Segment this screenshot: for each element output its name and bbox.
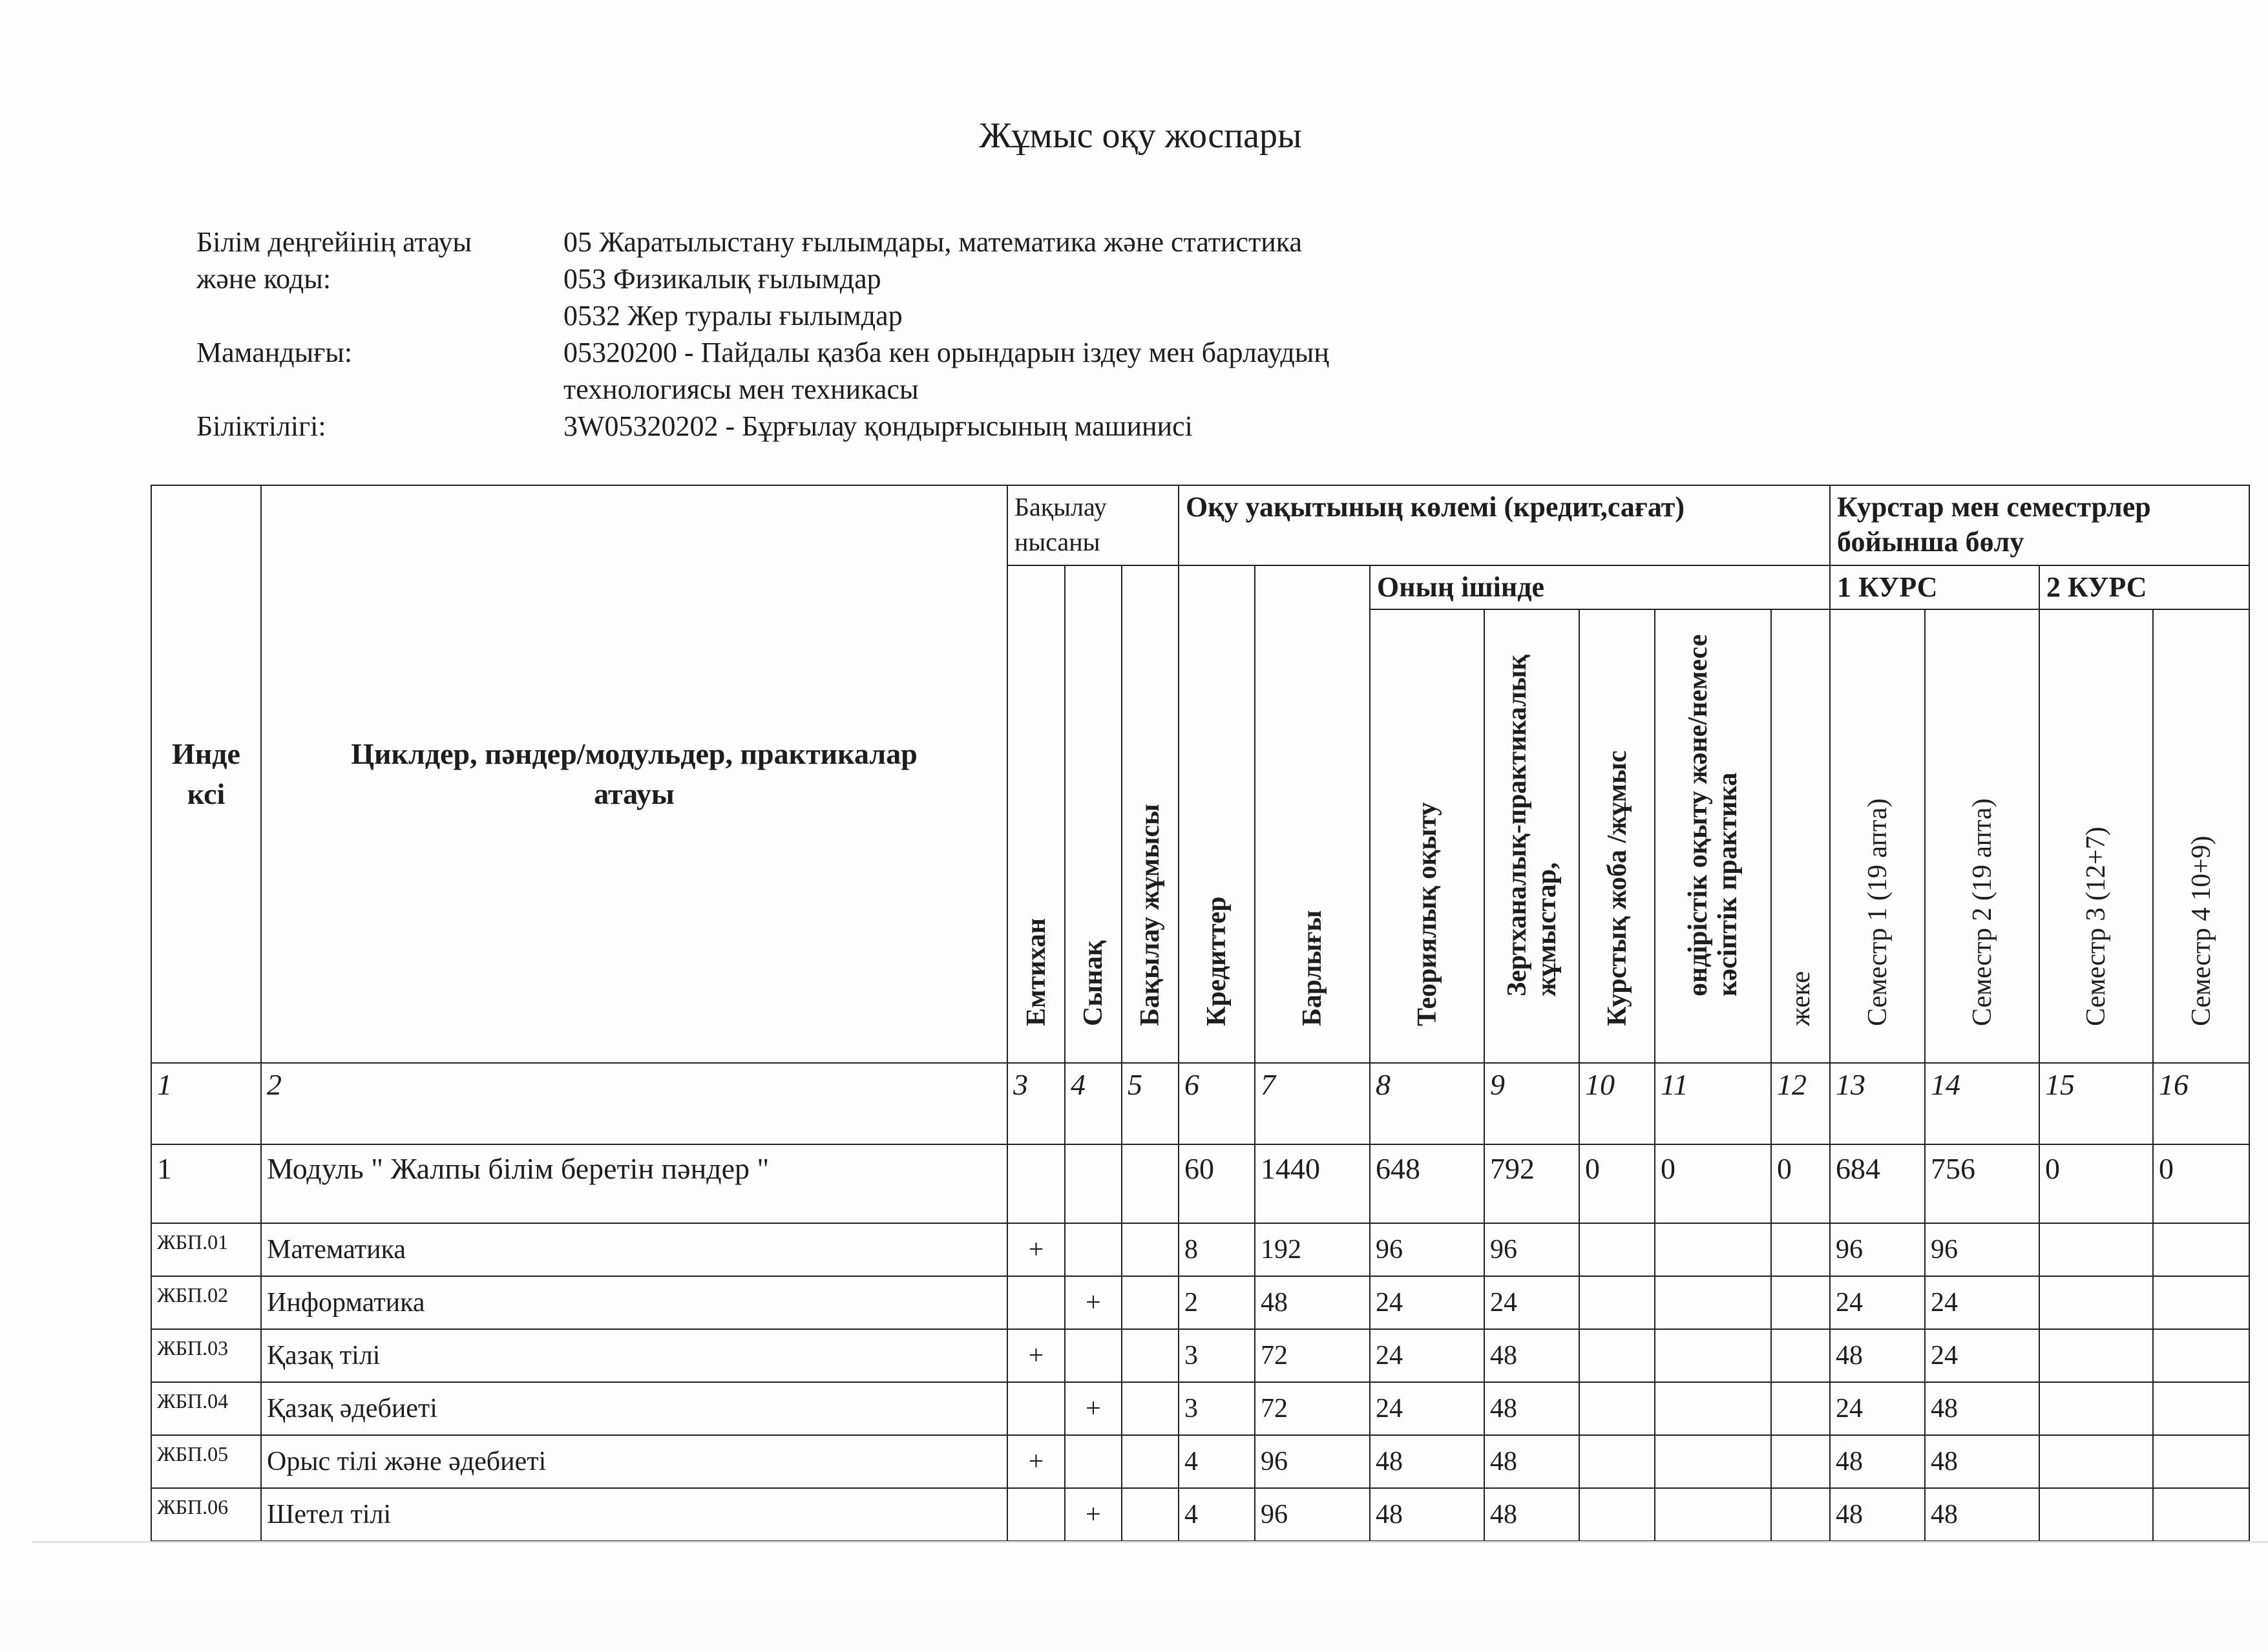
- cell-exam: [1007, 1276, 1065, 1329]
- header-distribution-group: Курстар мен семестрлер бойынша бөлу: [1830, 485, 2249, 565]
- subject-name: Орыс тілі және әдебиеті: [261, 1435, 1007, 1488]
- meta-row: [196, 334, 1329, 371]
- cell-sem1: 48: [1830, 1488, 1925, 1541]
- meta-value: 05 Жаратылыстану ғылымдары, математика және статистика: [563, 226, 1303, 258]
- cell-individual: [1771, 1488, 1830, 1541]
- cell-sem3: [2039, 1382, 2153, 1435]
- cell-total: 192: [1255, 1223, 1370, 1276]
- meta-label: [196, 297, 563, 334]
- curriculum-table: [151, 485, 2250, 1542]
- cell-theory: 648: [1370, 1144, 1484, 1223]
- cell-lab: 48: [1484, 1435, 1579, 1488]
- cell-credits: 8: [1179, 1223, 1255, 1276]
- header-name: Циклдер, пәндер/модульдер, практикалар атауы: [261, 485, 1007, 1063]
- cell-lab: 48: [1484, 1382, 1579, 1435]
- subject-index: ЖБП.01: [151, 1223, 261, 1276]
- document-meta: [196, 224, 1329, 445]
- cell-practice: [1655, 1329, 1771, 1382]
- cell-control-work: [1122, 1276, 1179, 1329]
- cell-lab: 792: [1484, 1144, 1579, 1223]
- cell-individual: 0: [1771, 1144, 1830, 1223]
- header-course-project: Курстық жоба /жұмыс: [1579, 609, 1655, 1063]
- cell-sem2: 96: [1925, 1223, 2039, 1276]
- meta-row: [196, 297, 1329, 334]
- header-course-1: 1 КУРС: [1830, 565, 2039, 609]
- cell-sem1: 24: [1830, 1382, 1925, 1435]
- cell-sem2: 48: [1925, 1488, 2039, 1541]
- cell-test: [1065, 1223, 1122, 1276]
- cell-total: 96: [1255, 1435, 1370, 1488]
- cell-sem1: 24: [1830, 1276, 1925, 1329]
- cell-theory: 24: [1370, 1382, 1484, 1435]
- cell-sem2: 756: [1925, 1144, 2039, 1223]
- cell-exam: [1007, 1144, 1065, 1223]
- cell-exam: +: [1007, 1223, 1065, 1276]
- meta-value: 3W05320202 - Бұрғылау қондырғысының машинисі: [563, 410, 1193, 442]
- cell-sem1: 96: [1830, 1223, 1925, 1276]
- meta-row: [196, 260, 1329, 297]
- cell-credits: 60: [1179, 1144, 1255, 1223]
- cell-course-project: [1579, 1223, 1655, 1276]
- header-theory: Теориялық оқыту: [1370, 609, 1484, 1063]
- subject-name: Информатика: [261, 1276, 1007, 1329]
- cell-practice: 0: [1655, 1144, 1771, 1223]
- col-number: 2: [261, 1063, 1007, 1144]
- cell-sem3: [2039, 1223, 2153, 1276]
- cell-practice: [1655, 1223, 1771, 1276]
- cell-control-work: [1122, 1329, 1179, 1382]
- document-title: Жұмыс оқу жоспары: [979, 116, 1302, 156]
- header-sem2: Семестр 2 (19 апта): [1925, 609, 2039, 1063]
- cell-exam: +: [1007, 1329, 1065, 1382]
- cell-credits: 3: [1179, 1382, 1255, 1435]
- cell-test: +: [1065, 1276, 1122, 1329]
- col-number: 16: [2153, 1063, 2249, 1144]
- cell-theory: 96: [1370, 1223, 1484, 1276]
- cell-sem3: [2039, 1276, 2153, 1329]
- cell-total: 72: [1255, 1382, 1370, 1435]
- cell-lab: 24: [1484, 1276, 1579, 1329]
- header-sem1: Семестр 1 (19 апта): [1830, 609, 1925, 1063]
- col-number: 15: [2039, 1063, 2153, 1144]
- cell-sem4: [2153, 1382, 2249, 1435]
- cell-sem1: 48: [1830, 1435, 1925, 1488]
- cell-control-work: [1122, 1382, 1179, 1435]
- cell-test: +: [1065, 1488, 1122, 1541]
- cell-sem3: [2039, 1488, 2153, 1541]
- cell-course-project: [1579, 1382, 1655, 1435]
- meta-label: Білім деңгейінің атауы: [196, 226, 472, 258]
- header-sem4: Семестр 4 10+9): [2153, 609, 2249, 1063]
- header-control-group: Бақылау нысаны: [1007, 485, 1179, 565]
- table-row: [151, 1223, 2249, 1276]
- meta-row: [196, 408, 1329, 445]
- col-number: 10: [1579, 1063, 1655, 1144]
- subject-index: ЖБП.04: [151, 1382, 261, 1435]
- cell-individual: [1771, 1329, 1830, 1382]
- col-number: 6: [1179, 1063, 1255, 1144]
- header-row-1: [151, 485, 2249, 565]
- cell-individual: [1771, 1382, 1830, 1435]
- cell-credits: 4: [1179, 1488, 1255, 1541]
- cell-control-work: [1122, 1435, 1179, 1488]
- meta-label: Біліктілігі:: [196, 410, 326, 442]
- cell-sem4: [2153, 1488, 2249, 1541]
- col-number: 9: [1484, 1063, 1579, 1144]
- subject-rows: [151, 1223, 2249, 1541]
- subject-name: Математика: [261, 1223, 1007, 1276]
- col-number: 1: [151, 1063, 261, 1144]
- cell-total: 1440: [1255, 1144, 1370, 1223]
- table-row: [151, 1329, 2249, 1382]
- cell-exam: [1007, 1382, 1065, 1435]
- meta-value: 0532 Жер туралы ғылымдар: [563, 300, 903, 331]
- header-exam: Емтихан: [1007, 565, 1065, 1063]
- col-number: 7: [1255, 1063, 1370, 1144]
- cell-practice: [1655, 1435, 1771, 1488]
- header-course-2: 2 КУРС: [2039, 565, 2249, 609]
- col-number: 11: [1655, 1063, 1771, 1144]
- meta-label: Мамандығы:: [196, 337, 353, 368]
- cell-theory: 48: [1370, 1435, 1484, 1488]
- cell-test: [1065, 1435, 1122, 1488]
- col-number: 13: [1830, 1063, 1925, 1144]
- col-number: 14: [1925, 1063, 2039, 1144]
- cell-theory: 48: [1370, 1488, 1484, 1541]
- cell-total: 96: [1255, 1488, 1370, 1541]
- meta-row: [196, 224, 1329, 260]
- cell-lab: 48: [1484, 1329, 1579, 1382]
- cell-lab: 48: [1484, 1488, 1579, 1541]
- cell-sem3: 0: [2039, 1144, 2153, 1223]
- subject-index: ЖБП.05: [151, 1435, 261, 1488]
- table-row: [151, 1276, 2249, 1329]
- cell-individual: [1771, 1223, 1830, 1276]
- cell-sem1: 48: [1830, 1329, 1925, 1382]
- cell-exam: +: [1007, 1435, 1065, 1488]
- cell-test: [1065, 1329, 1122, 1382]
- meta-label: [196, 371, 563, 408]
- header-test: Сынақ: [1065, 565, 1122, 1063]
- cell-practice: [1655, 1382, 1771, 1435]
- col-number: 4: [1065, 1063, 1122, 1144]
- cell-sem3: [2039, 1435, 2153, 1488]
- module-name: Модуль " Жалпы білім беретін пәндер ": [261, 1144, 1007, 1223]
- cell-lab: 96: [1484, 1223, 1579, 1276]
- module-row: [151, 1144, 2249, 1223]
- col-number: 12: [1771, 1063, 1830, 1144]
- cell-sem2: 48: [1925, 1435, 2039, 1488]
- cell-practice: [1655, 1488, 1771, 1541]
- header-including: Оның ішінде: [1370, 565, 1830, 609]
- cell-total: 72: [1255, 1329, 1370, 1382]
- meta-value: технологиясы мен техникасы: [563, 373, 919, 405]
- cell-test: [1065, 1144, 1122, 1223]
- subject-name: Қазақ әдебиеті: [261, 1382, 1007, 1435]
- cell-course-project: [1579, 1329, 1655, 1382]
- cell-course-project: [1579, 1276, 1655, 1329]
- col-number: 8: [1370, 1063, 1484, 1144]
- meta-value: 053 Физикалық ғылымдар: [563, 263, 881, 295]
- header-index: Инде ксі: [151, 485, 261, 1063]
- meta-value: 05320200 - Пайдалы қазба кен орындарын іздеу мен барлаудың: [563, 337, 1329, 368]
- cell-individual: [1771, 1276, 1830, 1329]
- cell-control-work: [1122, 1223, 1179, 1276]
- cell-total: 48: [1255, 1276, 1370, 1329]
- header-individual: жеке: [1771, 609, 1830, 1063]
- cell-credits: 4: [1179, 1435, 1255, 1488]
- cell-sem4: 0: [2153, 1144, 2249, 1223]
- header-lab: Зертханалық-практикалық жұмыстар,: [1484, 609, 1579, 1063]
- header-sem3: Семестр 3 (12+7): [2039, 609, 2153, 1063]
- header-practice: өндірістік оқыту және/немесе кәсіптік практика: [1655, 609, 1771, 1063]
- subject-index: ЖБП.03: [151, 1329, 261, 1382]
- col-number: 3: [1007, 1063, 1065, 1144]
- cell-course-project: [1579, 1435, 1655, 1488]
- subject-index: ЖБП.02: [151, 1276, 261, 1329]
- subject-name: Қазақ тілі: [261, 1329, 1007, 1382]
- cell-sem4: [2153, 1276, 2249, 1329]
- cell-course-project: [1579, 1488, 1655, 1541]
- cell-course-project: 0: [1579, 1144, 1655, 1223]
- cell-practice: [1655, 1276, 1771, 1329]
- cell-individual: [1771, 1435, 1830, 1488]
- table-row: [151, 1435, 2249, 1488]
- header-credits: Кредиттер: [1179, 565, 1255, 1063]
- header-total: Барлығы: [1255, 565, 1370, 1063]
- subject-name: Шетел тілі: [261, 1488, 1007, 1541]
- column-number-row: [151, 1063, 2249, 1144]
- cell-credits: 2: [1179, 1276, 1255, 1329]
- header-control-work: Бақылау жұмысы: [1122, 565, 1179, 1063]
- cell-sem1: 684: [1830, 1144, 1925, 1223]
- cell-test: +: [1065, 1382, 1122, 1435]
- cell-credits: 3: [1179, 1329, 1255, 1382]
- meta-row: [196, 371, 1329, 408]
- cell-sem3: [2039, 1329, 2153, 1382]
- cell-sem2: 24: [1925, 1276, 2039, 1329]
- subject-index: ЖБП.06: [151, 1488, 261, 1541]
- meta-label: және коды:: [196, 263, 331, 295]
- header-volume-group: Оқу уақытының көлемі (кредит,сағат): [1179, 485, 1830, 565]
- cell-sem4: [2153, 1435, 2249, 1488]
- cell-theory: 24: [1370, 1276, 1484, 1329]
- cell-control-work: [1122, 1488, 1179, 1541]
- cell-sem2: 24: [1925, 1329, 2039, 1382]
- table-row: [151, 1488, 2249, 1541]
- cell-sem2: 48: [1925, 1382, 2039, 1435]
- cell-theory: 24: [1370, 1329, 1484, 1382]
- table-row: [151, 1382, 2249, 1435]
- cell-sem4: [2153, 1223, 2249, 1276]
- module-index: 1: [151, 1144, 261, 1223]
- cell-control-work: [1122, 1144, 1179, 1223]
- cell-exam: [1007, 1488, 1065, 1541]
- cell-sem4: [2153, 1329, 2249, 1382]
- scan-artifact-line: [32, 1541, 2268, 1543]
- col-number: 5: [1122, 1063, 1179, 1144]
